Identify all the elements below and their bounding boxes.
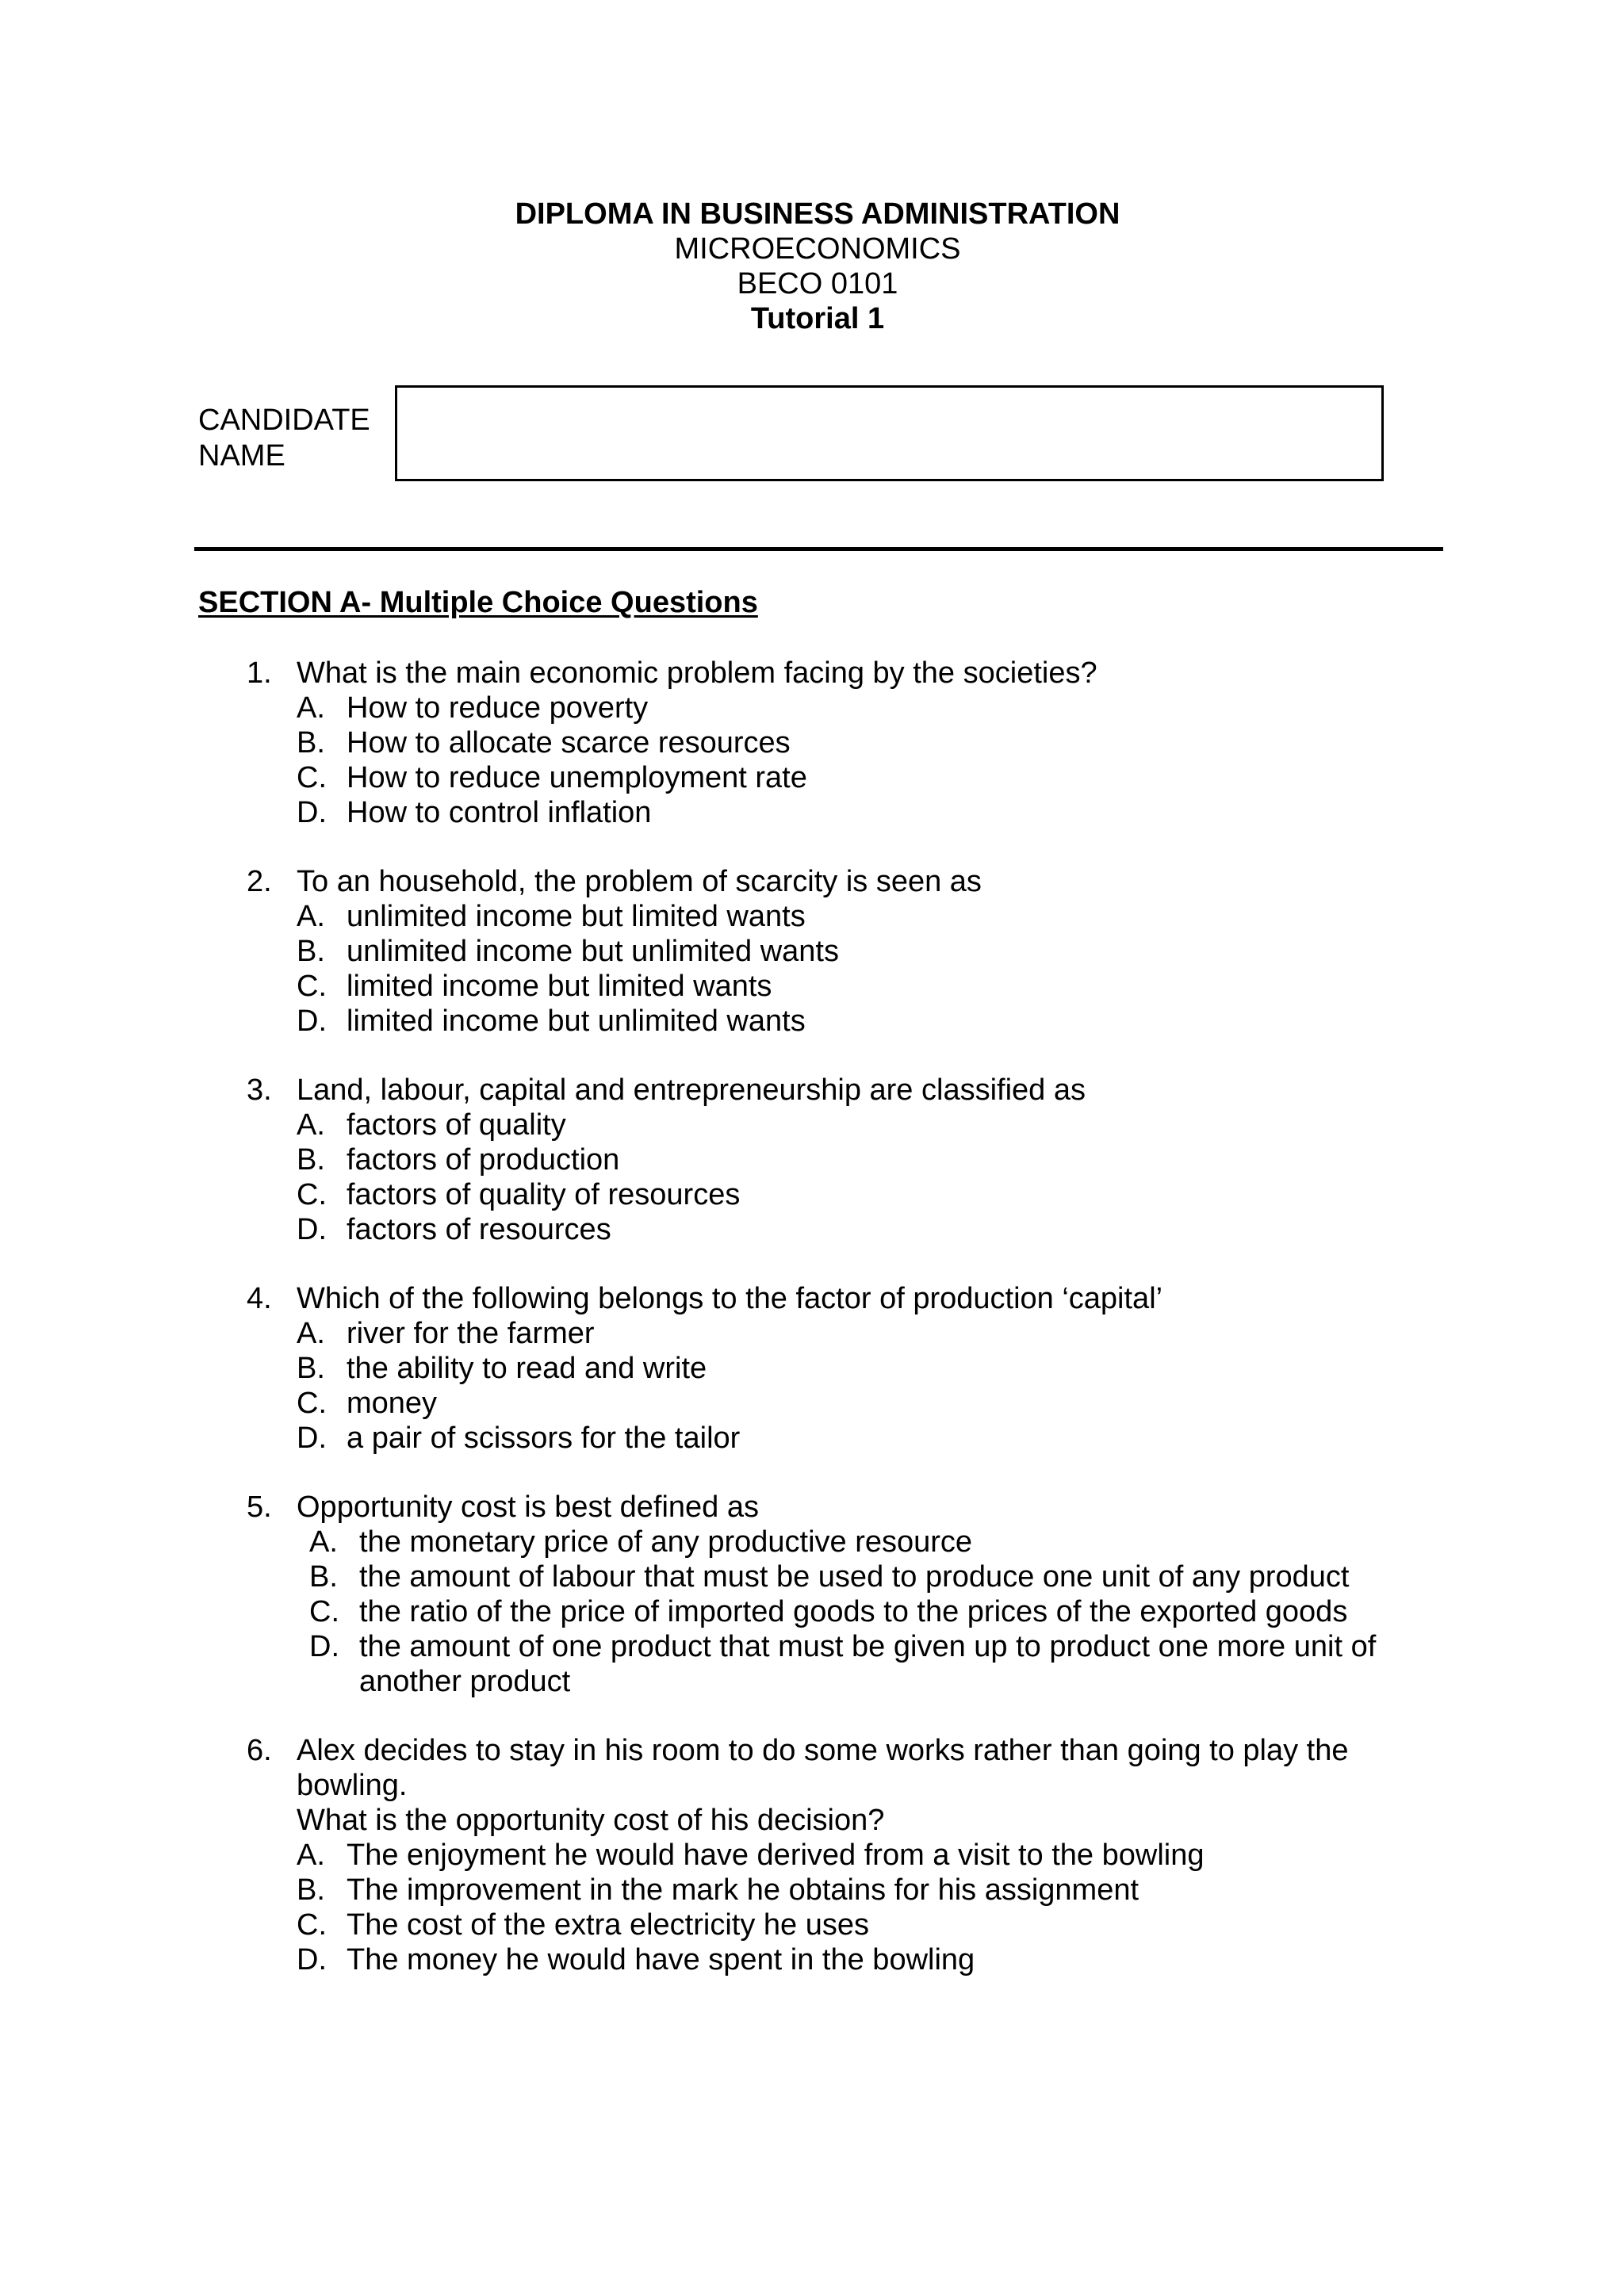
subject-title: MICROECONOMICS xyxy=(674,232,961,266)
question-number: 1. xyxy=(247,656,272,690)
candidate-name-label: CANDIDATE NAME xyxy=(198,404,370,473)
document-header xyxy=(0,197,1624,336)
section-title: SECTION A- Multiple Choice Questions xyxy=(198,586,758,619)
question-stem: Land, labour, capital and entrepreneurship are classified as xyxy=(297,1073,1086,1107)
course-code: BECO 0101 xyxy=(737,267,898,300)
tutorial-title: Tutorial 1 xyxy=(750,302,885,335)
question-stem: Opportunity cost is best defined as xyxy=(297,1490,759,1524)
question-stem: To an household, the problem of scarcity is seen as xyxy=(297,865,982,898)
question-stem: Which of the following belongs to the factor of production ‘capital’ xyxy=(297,1282,1163,1315)
section-divider xyxy=(194,547,1443,551)
question-number: 2. xyxy=(247,865,272,898)
question-number: 5. xyxy=(247,1490,272,1524)
question-number: 6. xyxy=(247,1734,272,1767)
question-sub-stem: What is the opportunity cost of his decision? xyxy=(297,1804,885,1837)
question-number: 3. xyxy=(247,1073,272,1107)
question-stem: Alex decides to stay in his room to do some works rather than going to play the bowling. xyxy=(297,1734,1349,1802)
candidate-name-field[interactable] xyxy=(395,385,1384,481)
program-title: DIPLOMA IN BUSINESS ADMINISTRATION xyxy=(515,197,1120,231)
question-number: 4. xyxy=(247,1282,272,1315)
question-stem: What is the main economic problem facing by the societies? xyxy=(297,656,1097,690)
